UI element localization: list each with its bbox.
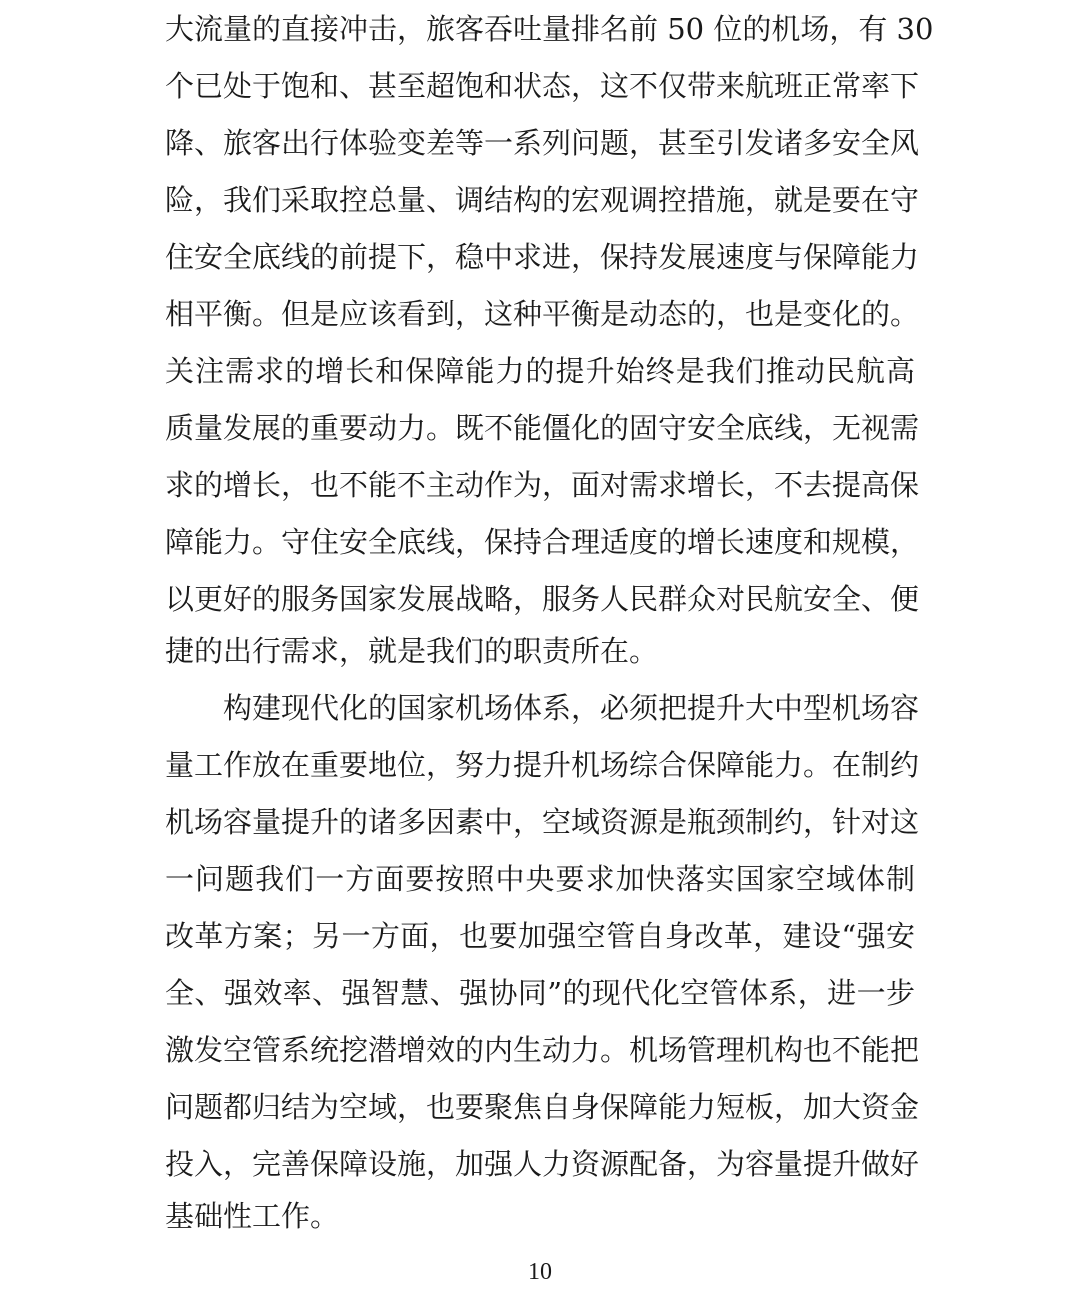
page-number: 10 [528,1259,552,1285]
text-line: 相平衡。但是应该看到，这种平衡是动态的，也是变化的。 [165,297,920,331]
text-line: 构建现代化的国家机场体系，必须把提升大中型机场容 [223,691,920,725]
text-line: 基础性工作。 [165,1199,340,1233]
text-line: 质量发展的重要动力。既不能僵化的固守安全底线，无视需 [165,411,920,445]
text-line: 捷的出行需求，就是我们的职责所在。 [165,634,659,668]
text-line: 住安全底线的前提下，稳中求进，保持发展速度与保障能力 [165,240,920,274]
text-line: 以更好的服务国家发展战略，服务人民群众对民航安全、便 [165,582,920,616]
text-line: 险，我们采取控总量、调结构的宏观调控措施，就是要在守 [165,183,920,217]
text-line: 障能力。守住安全底线，保持合理适度的增长速度和规模， [165,525,920,559]
text-line: 改革方案；另一方面，也要加强空管自身改革，建设“强安 [165,919,915,953]
text-line: 个已处于饱和、甚至超饱和状态，这不仅带来航班正常率下 [165,69,920,103]
text-line: 量工作放在重要地位，努力提升机场综合保障能力。在制约 [165,748,920,782]
text-line: 激发空管系统挖潜增效的内生动力。机场管理机构也不能把 [165,1033,920,1067]
text-line: 全、强效率、强智慧、强协同”的现代化空管体系，进一步 [165,976,915,1010]
text-line: 问题都归结为空域，也要聚焦自身保障能力短板，加大资金 [165,1090,920,1124]
text-line: 投入，完善保障设施，加强人力资源配备，为容量提升做好 [165,1147,920,1181]
text-line: 关注需求的增长和保障能力的提升始终是我们推动民航高 [165,354,915,388]
text-line: 机场容量提升的诸多因素中，空域资源是瓶颈制约，针对这 [165,805,920,839]
text-line: 求的增长，也不能不主动作为，面对需求增长，不去提高保 [165,468,920,502]
text-line: 大流量的直接冲击，旅客吞吐量排名前 50 位的机场，有 30 [165,12,934,46]
text-line: 降、旅客出行体验变差等一系列问题，甚至引发诸多安全风 [165,126,920,160]
text-line: 一问题我们一方面要按照中央要求加快落实国家空域体制 [165,862,915,896]
